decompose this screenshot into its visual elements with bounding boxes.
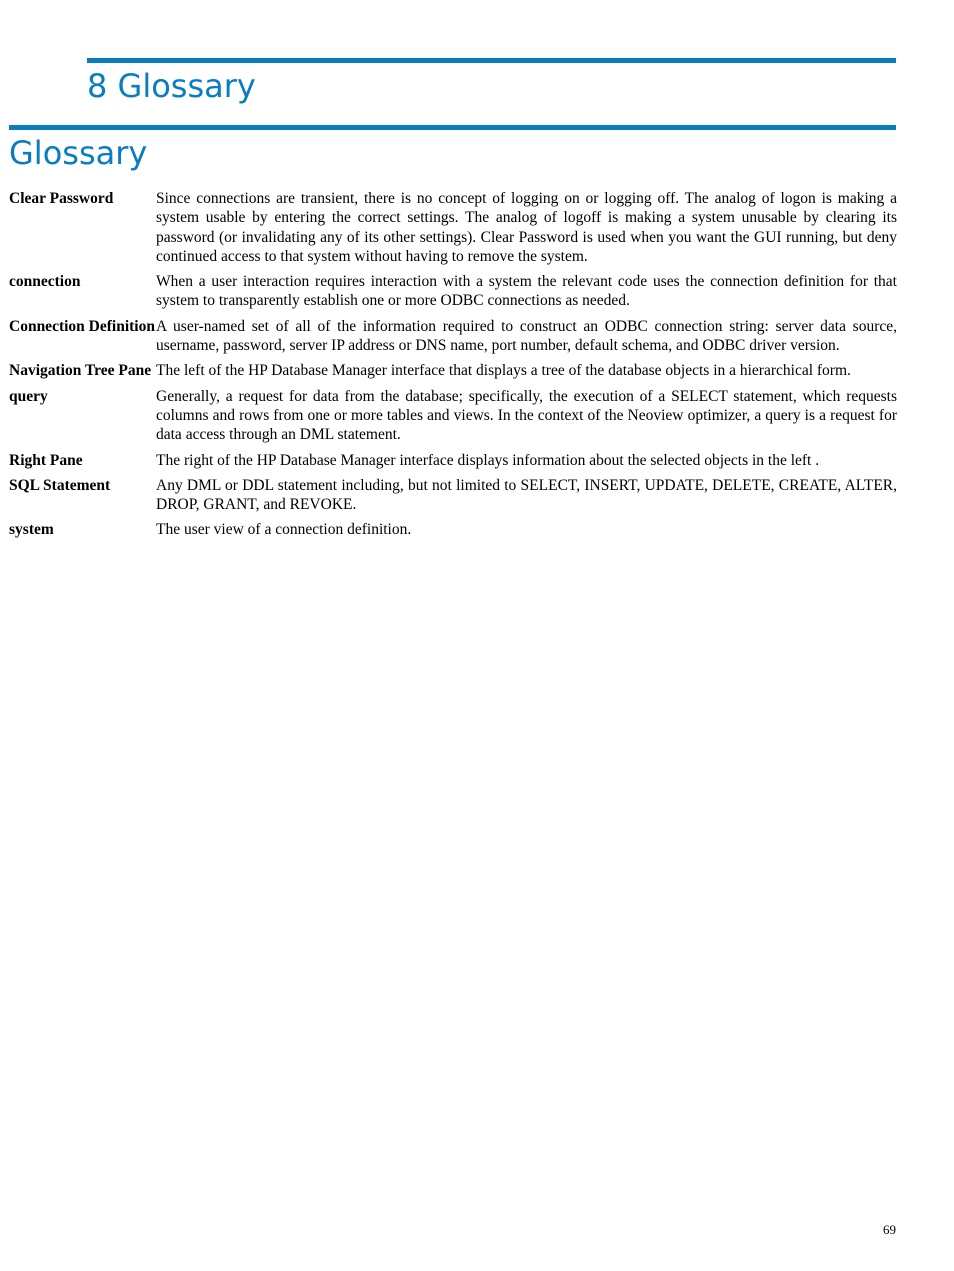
glossary-definition: Since connections are transient, there is no concept of logging on or logging off. The analog of logon is making a system usable by entering the correct settings. The analog of logoff is making a system unusable by clearing its password (or invalidating any of its other settings). Clear Password is used when you want the GUI running, but deny continued access to that system without having to remove the system. (156, 190, 897, 265)
glossary-term: query (9, 387, 48, 405)
glossary-definition: When a user interaction requires interaction with a system the relevant code uses the connection definition for that system to transparently establish one or more ODBC connections as needed. (156, 273, 897, 310)
glossary-term: Connection Definition (9, 317, 155, 335)
glossary-entry (9, 520, 897, 539)
glossary-term: SQL Statement (9, 476, 111, 494)
glossary-entry (9, 476, 897, 515)
glossary-definition: The left of the HP Database Manager interface that displays a tree of the database objects in a hierarchical form. (156, 362, 851, 380)
glossary-entry (9, 387, 897, 445)
glossary-definition: Any DML or DDL statement including, but not limited to SELECT, INSERT, UPDATE, DELETE, CREATE, ALTER, DROP, GRANT, and REVOKE. (156, 476, 897, 514)
glossary-definition: The user view of a connection definition. (156, 521, 412, 539)
glossary-term: Navigation Tree Pane (9, 362, 152, 380)
page-number: 69 (883, 1222, 896, 1237)
glossary-entry (9, 272, 897, 311)
chapter-title: 8 Glossary (87, 67, 256, 105)
glossary-list (9, 189, 897, 546)
glossary-definition: Generally, a request for data from the database; specifically, the execution of a SELECT statement, which requests columns and rows from one or more tables and views. In the context of the Neoview optimizer, a query is a request for data access through an DML statement. (156, 387, 897, 444)
glossary-entry (9, 189, 897, 266)
glossary-term: system (9, 521, 54, 539)
section-rule (9, 125, 896, 130)
glossary-definition: A user-named set of all of the information required to construct an ODBC connection string: server data source, username, password, server IP address or DNS name, port number, default schema, and ODBC driver version. (156, 317, 897, 355)
glossary-entry (9, 361, 897, 380)
glossary-term: Clear Password (9, 190, 114, 207)
chapter-rule (87, 58, 896, 63)
section-title: Glossary (9, 134, 148, 172)
glossary-term: connection (9, 273, 81, 291)
glossary-term: Right Pane (9, 451, 83, 469)
glossary-entry (9, 451, 897, 470)
glossary-definition: The right of the HP Database Manager interface displays information about the selected objects in the left . (156, 451, 820, 469)
glossary-entry (9, 317, 897, 356)
